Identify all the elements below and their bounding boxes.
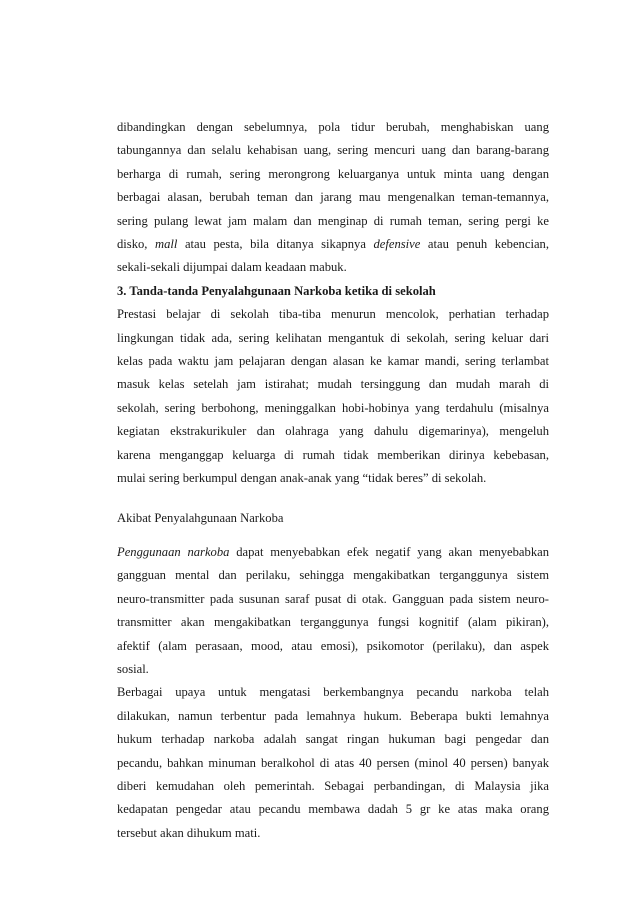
- text-line: sekolah, sering berbohong, meninggalkan hobi-hobinya yang terdahulu (misalnya: [117, 400, 549, 415]
- text-line: dibandingkan dengan sebelumnya, pola tidur berubah, menghabiskan uang: [117, 120, 549, 134]
- italic-term-penggunaan-narkoba: Penggunaan narkoba: [117, 544, 230, 559]
- text-line: kedapatan pengedar atau pecandu membawa dadah 5 gr ke atas maka orang: [117, 802, 549, 817]
- text-line: Prestasi belajar di sekolah tiba-tiba menurun mencolok, perhatian terhadap: [117, 307, 549, 322]
- text-line: berharga di rumah, sering merongrong keluarganya untuk minta uang dengan: [117, 166, 549, 181]
- document-page: [117, 116, 549, 845]
- text-line: [117, 541, 549, 564]
- text-line: mulai sering berkumpul dengan anak-anak yang “tidak beres” di sekolah.: [117, 471, 487, 486]
- text-line: berbagai alasan, berubah teman dan jarang mau mengenalkan teman-temannya,: [117, 190, 549, 205]
- paragraph-behavior-at-home: [117, 116, 549, 280]
- italic-term-mall: mall: [155, 237, 178, 252]
- text-line: dilakukan, namun terbentur pada lemahnya hukum. Beberapa bukti lemahnya: [117, 708, 549, 723]
- italic-term-defensive: defensive: [373, 237, 421, 252]
- text-line: transmitter akan mengakibatkan terganggunya fungsi kognitif (alam pikiran),: [117, 615, 549, 630]
- text-line: gangguan mental dan perilaku, sehingga mengakibatkan terganggunya sistem: [117, 568, 549, 583]
- text-line: sekali-sekali dijumpai dalam keadaan mabuk.: [117, 260, 347, 275]
- text-line: pecandu, bahkan minuman beralkohol di atas 40 persen (minol 40 persen) banyak: [117, 755, 549, 770]
- text-line: Berbagai upaya untuk mengatasi berkembangnya pecandu narkoba telah: [117, 685, 549, 700]
- subheading-effects: Akibat Penyalahgunaan Narkoba: [117, 510, 284, 525]
- paragraph-law-weakness: [117, 681, 549, 845]
- text-line: masuk kelas setelah jam istirahat; mudah tersinggung dan mudah marah di: [117, 377, 549, 392]
- text-line: [117, 233, 549, 256]
- text-line: diberi kemudahan oleh pemerintah. Sebagai perbandingan, di Malaysia jika: [117, 778, 549, 793]
- text-segment: dapat menyebabkan efek negatif yang akan menyebabkan: [229, 544, 550, 559]
- paragraph-effects: [117, 541, 549, 681]
- text-line: hukum terhadap narkoba adalah sangat ringan hukuman bagi pengedar dan: [117, 732, 549, 747]
- paragraph-school-signs: [117, 303, 549, 490]
- text-line: tersebut akan dihukum mati.: [117, 825, 261, 840]
- text-segment: disko,: [117, 237, 155, 252]
- text-line: karena menganggap keluarga di rumah tidak memberikan dirinya kebebasan,: [117, 447, 549, 462]
- section-heading-3: 3. Tanda-tanda Penyalahgunaan Narkoba ketika di sekolah: [117, 283, 436, 298]
- text-segment: atau pesta, bila ditanya sikapnya: [177, 237, 374, 252]
- text-line: lingkungan tidak ada, sering kelihatan mengantuk di sekolah, sering keluar dari: [117, 330, 549, 345]
- text-line: kelas pada waktu jam pelajaran dengan alasan ke kamar mandi, sering terlambat: [117, 354, 549, 369]
- text-line: tabungannya dan selalu kehabisan uang, sering mencuri uang dan barang-barang: [117, 143, 549, 158]
- text-line: kegiatan ekstrakurikuler dan olahraga yang dahulu digemarinya), mengeluh: [117, 424, 549, 439]
- text-line: neuro-transmitter pada susunan saraf pusat di otak. Gangguan pada sistem neuro-: [117, 591, 549, 606]
- text-segment: atau penuh kebencian,: [420, 237, 549, 252]
- text-line: afektif (alam perasaan, mood, atau emosi), psikomotor (perilaku), dan aspek: [117, 638, 549, 653]
- text-line: sering pulang lewat jam malam dan menginap di rumah teman, sering pergi ke: [117, 213, 549, 228]
- text-line: sosial.: [117, 661, 149, 676]
